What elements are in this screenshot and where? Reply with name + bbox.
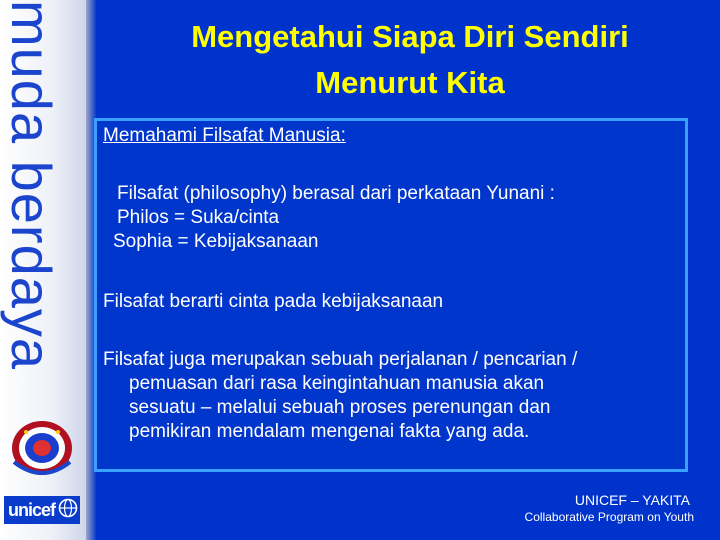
paragraph-1-line-1: Filsafat (philosophy) berasal dari perkataan Yunani : bbox=[117, 183, 555, 204]
paragraph-3-line-1: Filsafat juga merupakan sebuah perjalanan / pencarian / bbox=[103, 349, 578, 370]
unicef-globe-icon bbox=[58, 498, 78, 523]
content-heading: Memahami Filsafat Manusia: bbox=[103, 125, 346, 146]
slide-title-line-2: Menurut Kita bbox=[315, 65, 505, 100]
unicef-wordmark: unicef bbox=[8, 499, 56, 520]
paragraph-2: Filsafat berarti cinta pada kebijaksanaan bbox=[103, 291, 444, 312]
paragraph-1-line-2: Philos = Suka/cinta bbox=[117, 207, 280, 228]
footer-org: UNICEF – YAKITA bbox=[574, 492, 690, 508]
paragraph-3-line-3: sesuatu – melalui sebuah proses perenungan dan bbox=[129, 397, 551, 418]
paragraph-3-line-2: pemuasan dari rasa keingintahuan manusia akan bbox=[129, 373, 545, 394]
slide-title-line-1: Mengetahui Siapa Diri Sendiri bbox=[191, 19, 629, 54]
content-box bbox=[94, 118, 688, 472]
paragraph-1-line-3: Sophia = Kebijaksanaan bbox=[113, 231, 319, 252]
yakita-emblem-icon bbox=[4, 418, 80, 482]
slide-title bbox=[110, 14, 710, 106]
paragraph-3-line-4: pemikiran mendalam mengenai fakta yang ada. bbox=[129, 421, 530, 442]
side-vertical-text: muda berdaya bbox=[0, 0, 63, 371]
unicef-logo bbox=[4, 496, 80, 524]
footer-subtitle: Collaborative Program on Youth bbox=[524, 510, 694, 524]
